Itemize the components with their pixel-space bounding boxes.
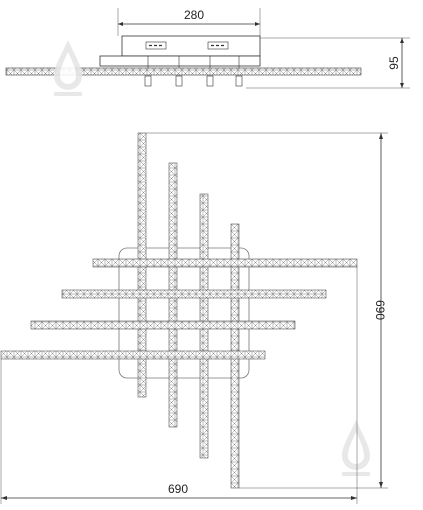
dim-label-right-height: 690 xyxy=(373,299,387,321)
canopy-box xyxy=(122,36,260,56)
dim-label-side-height: 95 xyxy=(387,56,401,70)
horizontal-crystal-bar xyxy=(62,290,326,298)
dim-label-bottom-width: 690 xyxy=(167,482,189,496)
teardrop-logo-icon xyxy=(342,420,370,476)
top-view xyxy=(1,133,388,504)
horizontal-crystal-bar xyxy=(31,321,295,329)
dim-label-top-width: 280 xyxy=(183,8,205,22)
mounting-plate xyxy=(100,56,260,66)
horizontal-crystal-bar xyxy=(93,259,357,267)
horizontal-crystal-bar xyxy=(1,351,265,359)
teardrop-logo-icon xyxy=(54,40,82,96)
